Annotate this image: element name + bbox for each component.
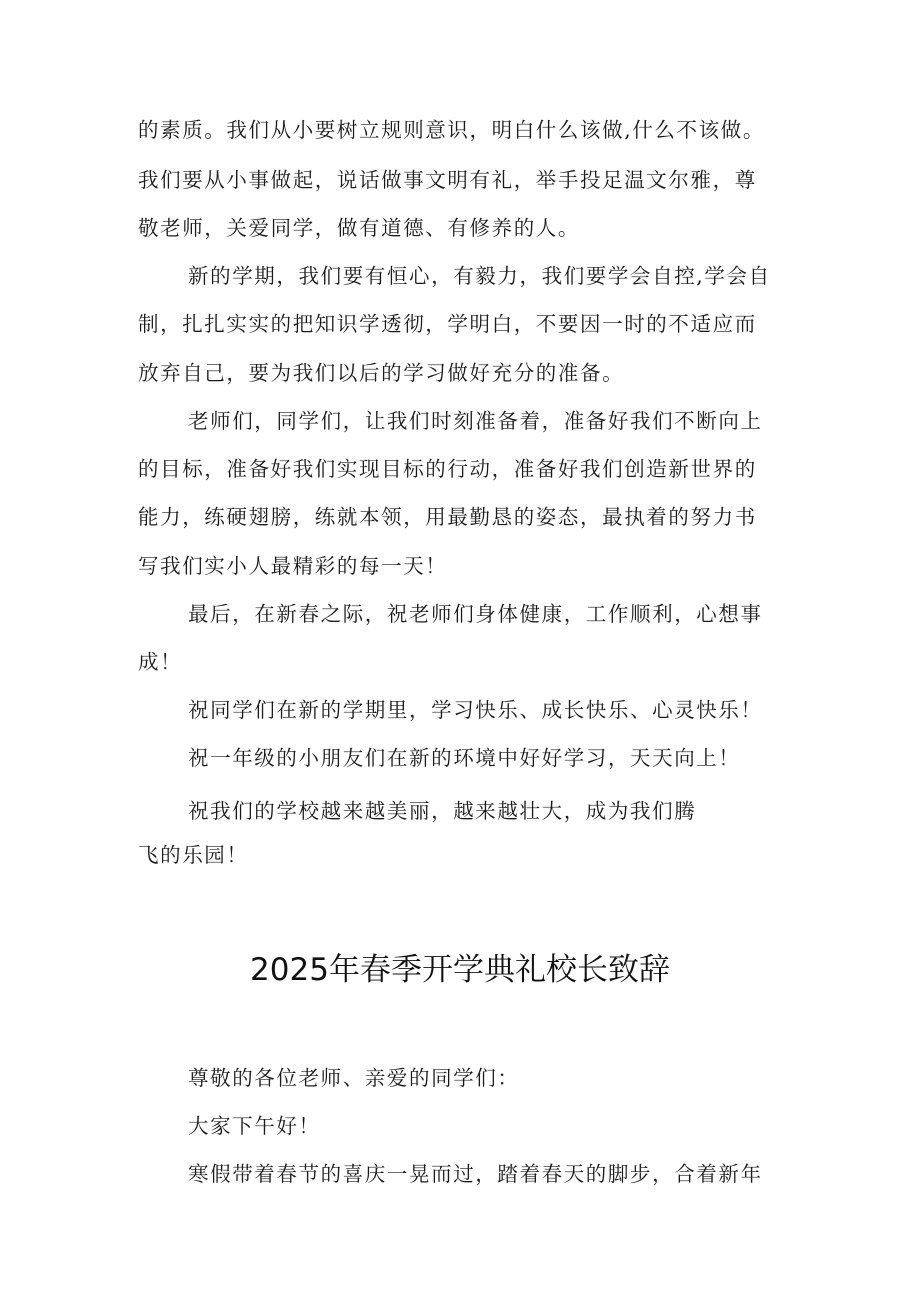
paragraph-line: 写我们实小人最精彩的每一天！ xyxy=(138,554,448,578)
paragraph-line: 能力，练硬翅膀，练就本领，用最勤恳的姿态，最执着的努力书 xyxy=(138,505,757,529)
paragraph-line: 最后，在新春之际，祝老师们身体健康，工作顺利，心想事 xyxy=(188,602,763,626)
paragraph-line: 祝我们的学校越来越美丽，越来越壮大，成为我们腾 xyxy=(188,799,697,823)
paragraph-line: 成！ xyxy=(138,650,183,674)
paragraph-line: 祝一年级的小朋友们在新的环境中好好学习，天天向上！ xyxy=(188,746,741,770)
salutation-line: 尊敬的各位老师、亲爱的同学们： xyxy=(188,1066,520,1090)
paragraph-line: 新的学期，我们要有恒心，有毅力，我们要学会自控,学会自 xyxy=(188,264,771,288)
paragraph-line: 我们要从小事做起，说话做事文明有礼，举手投足温文尔雅，尊 xyxy=(138,168,757,192)
paragraph-line: 寒假带着春节的喜庆一晃而过，踏着春天的脚步，合着新年 xyxy=(188,1162,763,1186)
greeting-line: 大家下午好！ xyxy=(188,1114,321,1138)
paragraph-line: 的素质。我们从小要树立规则意识，明白什么该做,什么不该做。 xyxy=(138,118,765,142)
paragraph-line: 祝同学们在新的学期里，学习快乐、成长快乐、心灵快乐！ xyxy=(188,698,763,722)
document-title: 2025年春季开学典礼校长致辞 xyxy=(250,952,670,988)
paragraph-line: 放弃自己，要为我们以后的学习做好充分的准备。 xyxy=(138,361,625,385)
paragraph-line: 老师们，同学们，让我们时刻准备着，准备好我们不断向上 xyxy=(188,409,763,433)
paragraph-line: 敬老师，关爱同学，做有道德、有修养的人。 xyxy=(138,216,580,240)
paragraph-line: 飞的乐园！ xyxy=(138,843,249,867)
paragraph-line: 制，扎扎实实的把知识学透彻，学明白，不要因一时的不适应而 xyxy=(138,312,757,336)
paragraph-line: 的目标，准备好我们实现目标的行动，准备好我们创造新世界的 xyxy=(138,457,757,481)
